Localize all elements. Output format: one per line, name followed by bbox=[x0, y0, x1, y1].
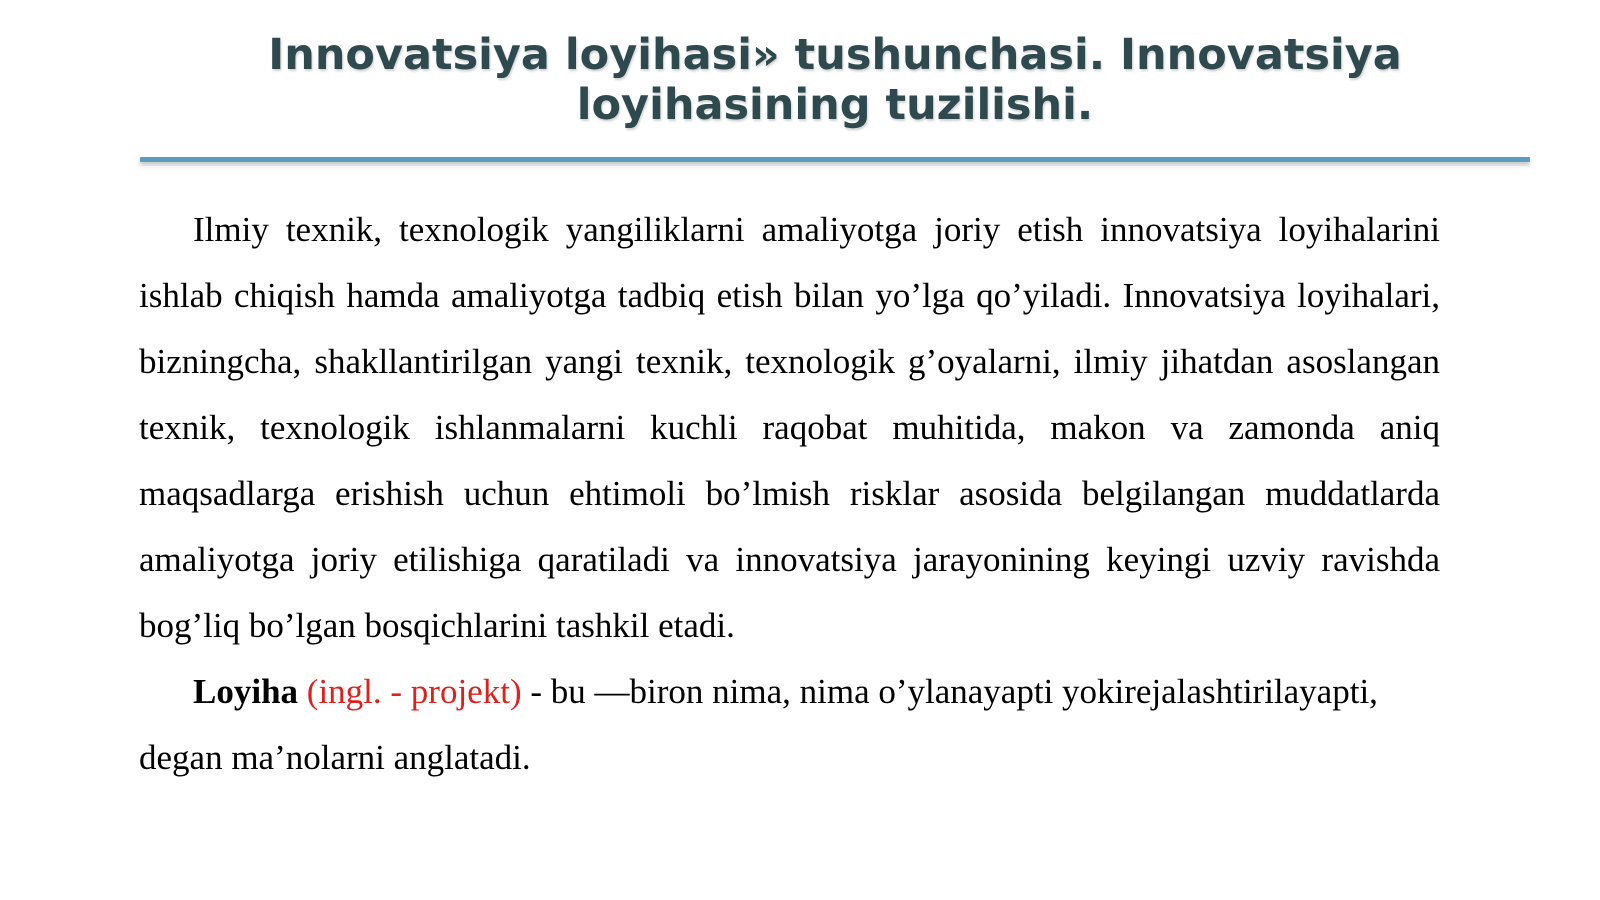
term-definition: - bu —biron nima, nima o’ylanayapti yokirejalashtirilayapti, degan ma’nolarni anglatadi. bbox=[139, 672, 1378, 777]
paragraph-project-definition bbox=[139, 659, 1440, 791]
term-loyiha: Loyiha bbox=[193, 672, 299, 711]
slide-body bbox=[139, 197, 1440, 791]
slide-title: Innovatsiya loyihasi» tushunchasi. Innovatsiya loyihasining tuzilishi. bbox=[268, 30, 1402, 130]
title-underline bbox=[140, 157, 1530, 162]
term-translation: (ingl. - projekt) bbox=[306, 672, 522, 711]
paragraph-innovation-projects: Ilmiy texnik, texnologik yangiliklarni amaliyotga joriy etish innovatsiya loyihalarini ishlab chiqish hamda amaliyotga tadbiq etish bilan yo’lga qo’yiladi. Innovatsiya loyihalari, bizningcha, shakllantirilgan yangi texnik, texnologik g’oyalarni, ilmiy jihatdan asoslangan texnik, texnologik ishlanmalarni kuchli raqobat muhitida, makon va zamonda aniq maqsadlarga erishish uchun ehtimoli bo’lmish risklar asosida belgilangan muddatlarda amaliyotga joriy etilishiga qaratiladi va innovatsiya jarayonining keyingi uzviy ravishda bog’liq bo’lgan bosqichlarini tashkil etadi. bbox=[139, 210, 1440, 645]
